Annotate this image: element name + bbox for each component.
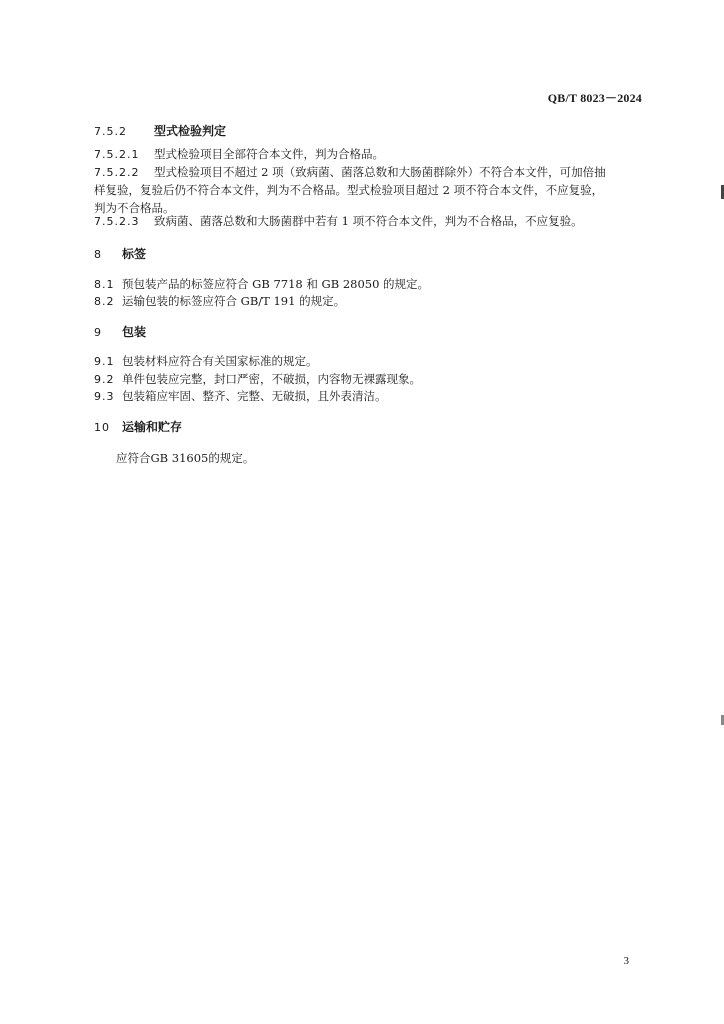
clause-8-2	[94, 292, 345, 311]
section-heading-9	[94, 323, 146, 342]
section-title: 型式检验判定	[154, 124, 227, 138]
clause-number: 7.5.2.1	[94, 148, 140, 161]
clause-number: 9.2	[94, 373, 115, 386]
section-number: 9	[94, 326, 102, 339]
paragraph-text: 应符合GB 31605的规定。	[116, 451, 255, 465]
clause-text: 包装箱应牢固、整齐、完整、无破损，且外表清洁。	[122, 389, 387, 403]
clause-text: 判为不合格品。	[94, 201, 175, 215]
clause-text: 运输包装的标签应符合 GB/T 191 的规定。	[122, 294, 346, 308]
clause-7-5-2-3	[94, 212, 583, 231]
section-number: 7.5.2	[94, 125, 127, 138]
clause-number: 9.3	[94, 390, 115, 403]
clause-number: 8.2	[94, 295, 115, 308]
clause-text: 致病菌、菌落总数和大肠菌群中若有 1 项不符合本文件，判为不合格品，不应复验。	[154, 214, 583, 228]
section-heading-8	[94, 245, 146, 264]
section-number: 8	[94, 248, 102, 261]
section-title: 包装	[122, 325, 147, 339]
clause-text: 型式检验项目全部符合本文件，判为合格品。	[154, 147, 384, 161]
standard-code: QB/T 8023－2024	[547, 91, 642, 105]
section-title: 标签	[122, 247, 147, 261]
clause-text: 预包装产品的标签应符合 GB 7718 和 GB 28050 的规定。	[122, 277, 430, 291]
paragraph-10	[116, 449, 254, 467]
clause-number: 7.5.2.2	[94, 166, 140, 179]
section-heading-7-5-2	[94, 122, 226, 141]
section-heading-10	[94, 418, 182, 437]
clause-9-1	[94, 352, 318, 371]
clause-7-5-2-1	[94, 145, 384, 164]
clause-7-5-2-2	[94, 163, 606, 182]
section-title: 运输和贮存	[122, 420, 183, 434]
clause-7-5-2-2-continuation	[94, 181, 603, 199]
page-number: 3	[623, 955, 629, 967]
clause-text: 型式检验项目不超过 2 项（致病菌、菌落总数和大肠菌群除外）不符合本文件，可加倍抽	[154, 165, 606, 179]
clause-9-3	[94, 387, 387, 406]
clause-number: 8.1	[94, 278, 115, 291]
clause-text: 包装材料应符合有关国家标准的规定。	[122, 354, 318, 368]
clause-text: 样复验，复验后仍不符合本文件，判为不合格品。型式检验项目超过 2 项不符合本文件，不应复验，	[94, 183, 604, 197]
clause-text: 单件包装应完整，封口严密，不破损，内容物无裸露现象。	[122, 372, 421, 386]
clause-number: 7.5.2.3	[94, 215, 140, 228]
clause-number: 9.1	[94, 355, 115, 368]
section-number: 10	[94, 421, 110, 434]
